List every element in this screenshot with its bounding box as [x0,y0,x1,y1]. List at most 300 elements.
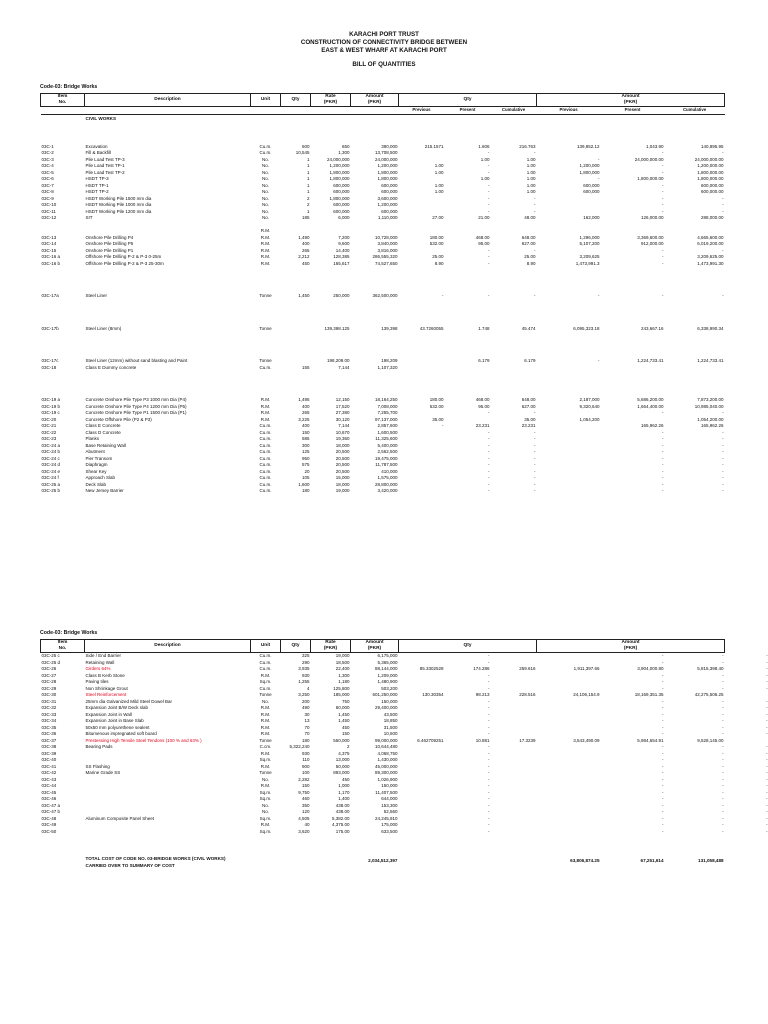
cell-amount: 2,857,600 [377,423,398,428]
cell-amount: 88,144,000 [374,666,398,671]
cell-description: Approach Slab [85,475,116,480]
cell-qty-cumulative: 1.00 [526,156,536,162]
cell-unit: Cu.m. [259,429,272,435]
cell-amt-cumulative: - [722,442,724,448]
cell-qty-present: - [488,488,490,493]
cell-description: Fill & Backfill [85,150,112,155]
cell-item-no: 03C-32 [41,705,57,710]
cell-description: Base Retaining Wall [85,442,126,448]
cell-qty: 1,255 [298,679,310,684]
cell-qty-cumulative: - [534,468,536,474]
cell-qty: 185 [301,215,310,220]
cell-description: Pile Load Test TP-1 [85,163,125,168]
cell-qty-cumulative: 1.00 [526,189,536,194]
col-qty-group: Qty [399,94,537,107]
cell-amount: 11,325,600 [375,436,398,441]
cell-amt-cumulative: 288,000.00 [701,215,724,220]
cell-qty-present: - [488,776,490,782]
cell-qty: 150 [301,429,310,435]
cell-qty-present: - [488,410,490,415]
cell-item-no: 03C-42 [41,770,57,775]
cell-description: Non Shrinkage Grout [85,685,128,691]
cell-unit: Tonne [259,293,272,298]
cell-amt-cumulative: 1,200,000.00 [697,163,724,168]
cell-description: Class E Concrete [85,423,121,428]
cell-item-no: 03C-24 b [41,449,61,454]
cell-qty-present: - [488,757,490,762]
cell-item-no: 03C-19 a [41,397,61,402]
cell-unit: R.M. [260,822,271,827]
cell-amt-present: - [662,247,664,253]
cell-qty-cumulative: 1.00 [526,169,536,175]
total-cumulative: 131,058,488 [698,858,724,864]
cell-qty-cumulative: - [534,449,536,454]
cell-rate: 650 [341,143,350,149]
cell-description: Offshore Pile Drilling P-2 & P-3 0-25m [85,254,162,259]
cell-description: Onshore Pile Drilling P5 [85,241,134,246]
cell-amt-previous: 3,543,490.09 [573,737,600,743]
cell-qty-present: - [488,659,490,665]
cell-rate: 450 [341,724,350,730]
cell-qty: 180 [301,488,310,493]
col-item-no: Item No. [41,94,85,107]
cell-amt-present: 1,800,000.00 [637,176,664,181]
cell-qty-cumulative: 648.00 [521,397,536,402]
cell-unit: Sq.m. [259,789,272,795]
cell-qty-present: 6.179 [478,358,490,363]
total-label-line1: TOTAL COST OF CODE NO. 03-BRIDGE WORKS (CIVIL WORKS) [85,855,226,861]
cell-amt-present: - [662,809,664,814]
cell-description: Concrete Onshore Pile Type P4 1200 mm Dia (P5) [85,403,187,409]
cell-amt-present: 1,664,400.00 [637,403,664,409]
cell-unit: R.M. [260,672,271,678]
cell-qty-previous: 6.462709251 [417,737,444,743]
cell-unit: Cu.m. [259,143,272,149]
cell-amount: 139,398 [381,325,398,331]
cell-qty: 4,505 [298,815,310,821]
table-row [41,653,768,660]
cell-description: Bitumenous impregnated soft board [85,731,157,736]
cell-qty-present: - [488,672,490,678]
cell-amt-present: - [662,705,664,710]
cell-unit: Sq.m. [259,815,272,821]
cell-amt-present: - [662,822,664,827]
cell-item-no: 03C-13 [41,234,57,240]
cell-unit: No. [261,176,269,181]
cell-amount: 1,107,320 [377,364,398,370]
cell-rate: 1,450 [338,718,350,723]
cell-amt-present: - [662,488,664,493]
cell-amt-present: - [662,653,664,658]
cell-description: Class E Dummy concrete [85,364,137,370]
cell-unit: No. [261,215,269,220]
document-header [0,31,768,69]
cell-amt-cumulative: 5,815,398.40 [697,666,724,671]
cell-rate: 600,000 [333,202,350,207]
cell-amt-present: 165,962.26 [641,423,664,428]
cell-qty: 40 [304,822,310,827]
cell-extra: - [766,672,768,678]
cell-amount: 1,800,000 [377,169,398,175]
cell-rate: 60,000 [335,705,350,710]
cell-rate: 600,000 [333,182,350,188]
cell-item-no: 03C-21 [41,423,57,428]
cell-amount: 29,400,000 [374,705,398,710]
cell-unit: No. [261,182,269,188]
cell-amt-present: - [662,698,664,704]
cell-description: Deck Slab [85,481,107,487]
cell-item-no: 03C-24 a [41,442,61,448]
cell-unit: No. [261,809,269,814]
total-previous: 63,806,874.25 [570,858,600,864]
cell-rate: 438.00 [335,809,350,814]
cell-item-no: 03C-11 [41,208,56,214]
cell-amt-present: - [662,763,664,769]
cell-amt-cumulative: 4,665,600.00 [697,234,724,240]
cell-rate: 1,180 [338,679,350,684]
cell-qty-cumulative: - [534,195,536,201]
cell-qty-previous: 1.00 [434,189,444,194]
cell-qty-cumulative: 8.90 [526,260,536,266]
cell-qty-cumulative: 48.00 [524,215,536,220]
cell-item-no: 03C-15 [41,247,57,253]
header-row [41,94,768,107]
col-item-no-2: Item No. [41,640,85,653]
cell-qty-present: 1.00 [480,156,490,162]
cell-qty: 70 [304,724,310,730]
cell-unit: R.M. [260,416,271,422]
cell-amt-cumulative: - [722,789,724,795]
cell-rate: 7,144 [338,423,350,428]
cell-item-no: 03C-29 [41,685,57,691]
cell-extra: - [766,750,768,756]
cell-item-no: 03C-39 [41,750,57,756]
cell-extra: - [766,822,768,827]
cell-qty: 400 [301,423,310,428]
total-amount: 2,034,512,397 [368,858,398,864]
cell-item-no: 03C-40 [41,757,57,762]
col-amt-present: Present [601,107,665,115]
cell-qty: 3,620 [298,828,310,834]
cell-qty-previous: 27.00 [432,215,444,220]
cell-qty-cumulative: - [534,475,536,480]
cell-qty: 10,545 [295,150,310,155]
col-amount-group-2: Amount (PKR) [537,640,725,653]
cell-item-no: 03C-47 b [41,809,61,814]
cell-rate: 27,380 [335,410,350,415]
cell-amount: 633,500 [381,828,398,834]
cell-amt-cumulative: - [722,685,724,691]
cell-rate: 17,520 [335,403,350,409]
cell-amt-cumulative: - [722,481,724,487]
cell-rate: 19,000 [335,653,350,658]
cell-qty-present: - [488,189,490,194]
cell-qty-present: - [488,163,490,168]
cell-amt-cumulative: - [722,776,724,782]
civil-works-row [41,115,768,125]
cell-qty: 1,495 [298,397,310,402]
cell-qty-present: 21.00 [478,215,490,220]
col-rate-2: Rate (PKR) [311,640,351,653]
cell-unit: Sq.m. [259,679,272,684]
cell-amt-present: - [662,429,664,435]
cell-qty-present: - [488,802,490,808]
cell-item-no: 03C-20 [41,416,57,422]
cell-amt-previous: 1,473,991.3 [575,260,600,266]
cell-unit: Cu.m. [259,449,272,454]
cell-unit: R.M. [260,397,271,402]
cell-unit: R.M. [260,705,271,710]
cell-rate: 5,382.00 [331,815,350,821]
cell-amount: 503,200 [381,685,398,691]
cell-qty-present: - [488,481,490,487]
cell-qty: 900 [301,763,310,769]
cell-amt-cumulative: - [722,659,724,665]
cell-amt-previous [537,488,601,495]
cell-qty-present: - [488,750,490,756]
cell-description: Side / End Barrier [85,653,122,658]
cell-item-no: 03C-7 [41,182,54,188]
cell-amt-cumulative: - [722,822,724,827]
cell-amount: 89,300,000 [374,770,398,775]
cell-rate: 150 [341,731,350,736]
cell-qty-cumulative: - [534,150,536,155]
cell-unit: Cu.m. [259,488,272,493]
cell-item-no: 03C-44 [41,783,57,788]
cell-unit: Tonne [259,358,272,363]
cell-rate: 7,144 [338,364,350,370]
cell-item-no: 03C-17a [41,293,59,298]
cell-qty-previous: 43.7260055 [419,325,444,331]
cell-unit: Cu.m. [259,364,272,370]
cell-extra: - [766,705,768,710]
cell-rate: 10,670 [335,429,350,435]
col-amt-cumulative: Cumulative [665,107,725,115]
cell-amt-cumulative: - [722,783,724,788]
cell-amount: 45,000,000 [374,763,398,769]
cell-extra: - [766,698,768,704]
cell-qty-present: - [488,653,490,658]
cell-description: Expansion Joint in Base Slab [85,718,144,723]
cell-rate: 128,385 [333,254,350,259]
cell-item-no: 03C-19 c [41,410,60,415]
cell-amt-previous: 2,187,000 [579,397,600,402]
cell-amt-cumulative: - [722,653,724,658]
cell-qty-previous: 532.00 [429,403,444,409]
cell-qty: 400 [301,403,310,409]
cell-qty-present: 468.00 [475,234,490,240]
cell-amt-previous [537,653,601,660]
cell-amt-present: 5,984,654.91 [637,737,664,743]
col-qty: Qty [281,94,311,107]
cell-item-no: 03C-28 [41,679,57,684]
cell-qty: 100 [301,770,310,775]
cell-qty: 930 [301,750,310,756]
cell-qty-present: - [488,293,490,298]
cell-qty: 110 [302,757,310,762]
col-description-2: Description [85,640,251,653]
cell-amt-cumulative: - [722,724,724,730]
cell-qty: 20 [304,468,310,474]
cell-amount: 1,800,000 [377,176,398,181]
cell-qty: 1 [306,156,310,162]
cell-rate: 600,000 [333,208,350,214]
cell-amt-cumulative: - [722,815,724,821]
cell-description: Expansion Joint B/W Deck slab [85,705,149,710]
cell-amt-present: - [662,163,664,168]
cell-qty-previous: 8.90 [434,260,444,266]
cell-qty-present: - [488,796,490,801]
cell-amount: 11,787,500 [375,462,398,467]
cell-amt-present: - [662,442,664,448]
cell-amt-present: - [662,455,664,461]
cell-unit: No. [261,156,269,162]
cell-qty: 575 [301,462,310,467]
cell-unit: Tonne [259,325,272,331]
cell-qty-present: - [488,770,490,775]
cell-qty-previous: 130.30354 [422,692,444,697]
cell-qty-present: - [488,828,490,834]
cell-qty-cumulative: 23.231 [521,423,536,428]
cell-qty: 30 [304,711,310,717]
col-qty-previous: Previous [399,107,445,115]
cell-qty: 3,935 [298,666,310,671]
cell-extra: - [766,828,768,834]
cell-qty: 1,600 [298,481,310,487]
cell-rate: 6,000 [338,215,350,220]
cell-amt-present: - [662,770,664,775]
cell-amt-present: - [662,293,664,298]
cell-amt-cumulative: - [722,757,724,762]
cell-qty-cumulative: - [534,442,536,448]
cell-qty-present: 23.231 [475,423,490,428]
cell-amount: 600,000 [381,208,398,214]
total-label [85,855,351,869]
cell-qty: 1 [306,163,310,168]
cell-qty-present: - [488,468,490,474]
cell-amt-present: - [662,679,664,684]
cell-qty-cumulative: - [534,436,536,441]
cell-qty-cumulative: 45.474 [521,325,536,331]
cell-amt-cumulative: - [722,475,724,480]
cell-rate: 185,000 [333,692,350,697]
cell-qty-previous: 532.00 [429,241,444,246]
cell-amt-cumulative: - [722,672,724,678]
cell-amt-present: 5,686,200.00 [637,397,664,402]
cell-amount: 74,527,650 [374,260,398,266]
cell-description: HSDT Working Pile 1200 mm dia [85,208,152,214]
cell-extra: - [766,763,768,769]
cell-description: HSDT TP-1 [85,182,109,188]
cell-rate: 1,450 [338,711,350,717]
cell-amt-cumulative: 600,000.00 [701,189,724,194]
cell-unit: R.M. [260,724,271,730]
cell-unit: Tonne [259,692,272,697]
cell-amt-previous: 6,095,323.18 [573,325,600,331]
cell-amt-present: - [662,750,664,756]
cell-description: Concrete Offshore Pile (P2 & P3) [85,416,152,422]
cell-qty: 180 [301,737,310,743]
cell-amt-present: 3,904,000.80 [637,666,664,671]
cell-amt-cumulative: - [722,744,724,749]
cell-amount: 1,200,000 [377,163,398,168]
cell-unit: R.M. [260,711,271,717]
cell-item-no: 03C-26 [41,666,57,671]
cell-rate: 1,800,000 [329,195,350,201]
cell-rate: 893,000 [333,770,350,775]
cell-description: SIT [85,215,93,220]
col-qty-present: Present [445,107,491,115]
cell-description: Planks [85,436,100,441]
cell-item-no: 03C-6 [41,176,54,181]
cell-amt-cumulative: - [722,195,724,201]
doc-title: BILL OF QUANTITIES [352,61,416,68]
cell-qty-cumulative: 17.3239 [519,737,536,743]
cell-amt-present: - [662,189,664,194]
cell-qty: 5,322,240 [289,744,310,749]
cell-qty-previous: 85.3302528 [419,666,444,671]
total-label-line2: CARRIED OVER TO SUMMARY OF COST [85,862,175,868]
cell-amt-cumulative: 6,338,990.34 [697,325,724,331]
cell-qty-present: - [488,260,490,266]
cell-rate: 550,000 [333,737,350,743]
cell-amt-cumulative: - [722,698,724,704]
col-amount-2: Amount (PKR) [351,640,399,653]
cell-amount: 601,250,000 [372,692,398,697]
cell-amt-cumulative: 3,209,625.00 [697,254,724,259]
cell-extra: - [766,809,768,814]
cell-amount: 1,480,900 [377,679,398,684]
cell-qty: 4 [306,685,310,691]
cell-qty: 13 [304,718,310,723]
cell-unit: Cu.m. [259,455,272,461]
cell-amount: 1,600,500 [377,429,398,435]
cell-amt-present: - [662,757,664,762]
cell-amount: 1,026,900 [377,776,398,782]
cell-item-no: 03C-14 [41,241,57,246]
cell-amt-present: 24,000,000.00 [634,156,664,162]
cell-amt-cumulative: 165,962.26 [701,423,724,428]
cell-unit: R.M. [260,228,271,233]
cell-qty-cumulative: - [534,455,536,461]
cell-item-no: 03C-24 c [41,455,60,461]
cell-amt-cumulative: 1,800,000.00 [697,169,724,175]
cell-amount: 286,555,320 [372,254,398,259]
cell-amt-cumulative: 42,275,506.25 [694,692,724,697]
cell-rate: 600,000 [333,189,350,194]
cell-qty: 155 [301,364,310,370]
cell-item-no: 03C-5 [41,169,54,175]
cell-unit: Sq.m. [259,796,272,801]
cell-amt-previous: 24,106,154.9 [573,692,600,697]
cell-amt-cumulative: - [722,455,724,461]
cell-qty-present: - [488,195,490,201]
cell-qty-present: - [488,247,490,253]
cell-unit: R.M. [260,234,271,240]
cell-item-no: 03C-35 [41,724,57,730]
cell-amt-previous: 1,200,000 [579,163,600,168]
cell-qty-cumulative: 35.00 [524,416,536,422]
col-unit: Unit [251,94,281,107]
cell-qty: 1 [306,169,310,175]
project-line-2: EAST & WEST WHARF AT KARACHI PORT [321,47,447,54]
cell-qty-cumulative: - [534,462,536,467]
cell-unit: No. [261,802,269,808]
cell-item-no: 03C-31 [41,698,57,704]
cell-amt-cumulative: 1,473,991.30 [697,260,724,266]
cell-rate: 139,398.125 [324,325,350,331]
cell-amount: 3,420,000 [377,488,398,493]
